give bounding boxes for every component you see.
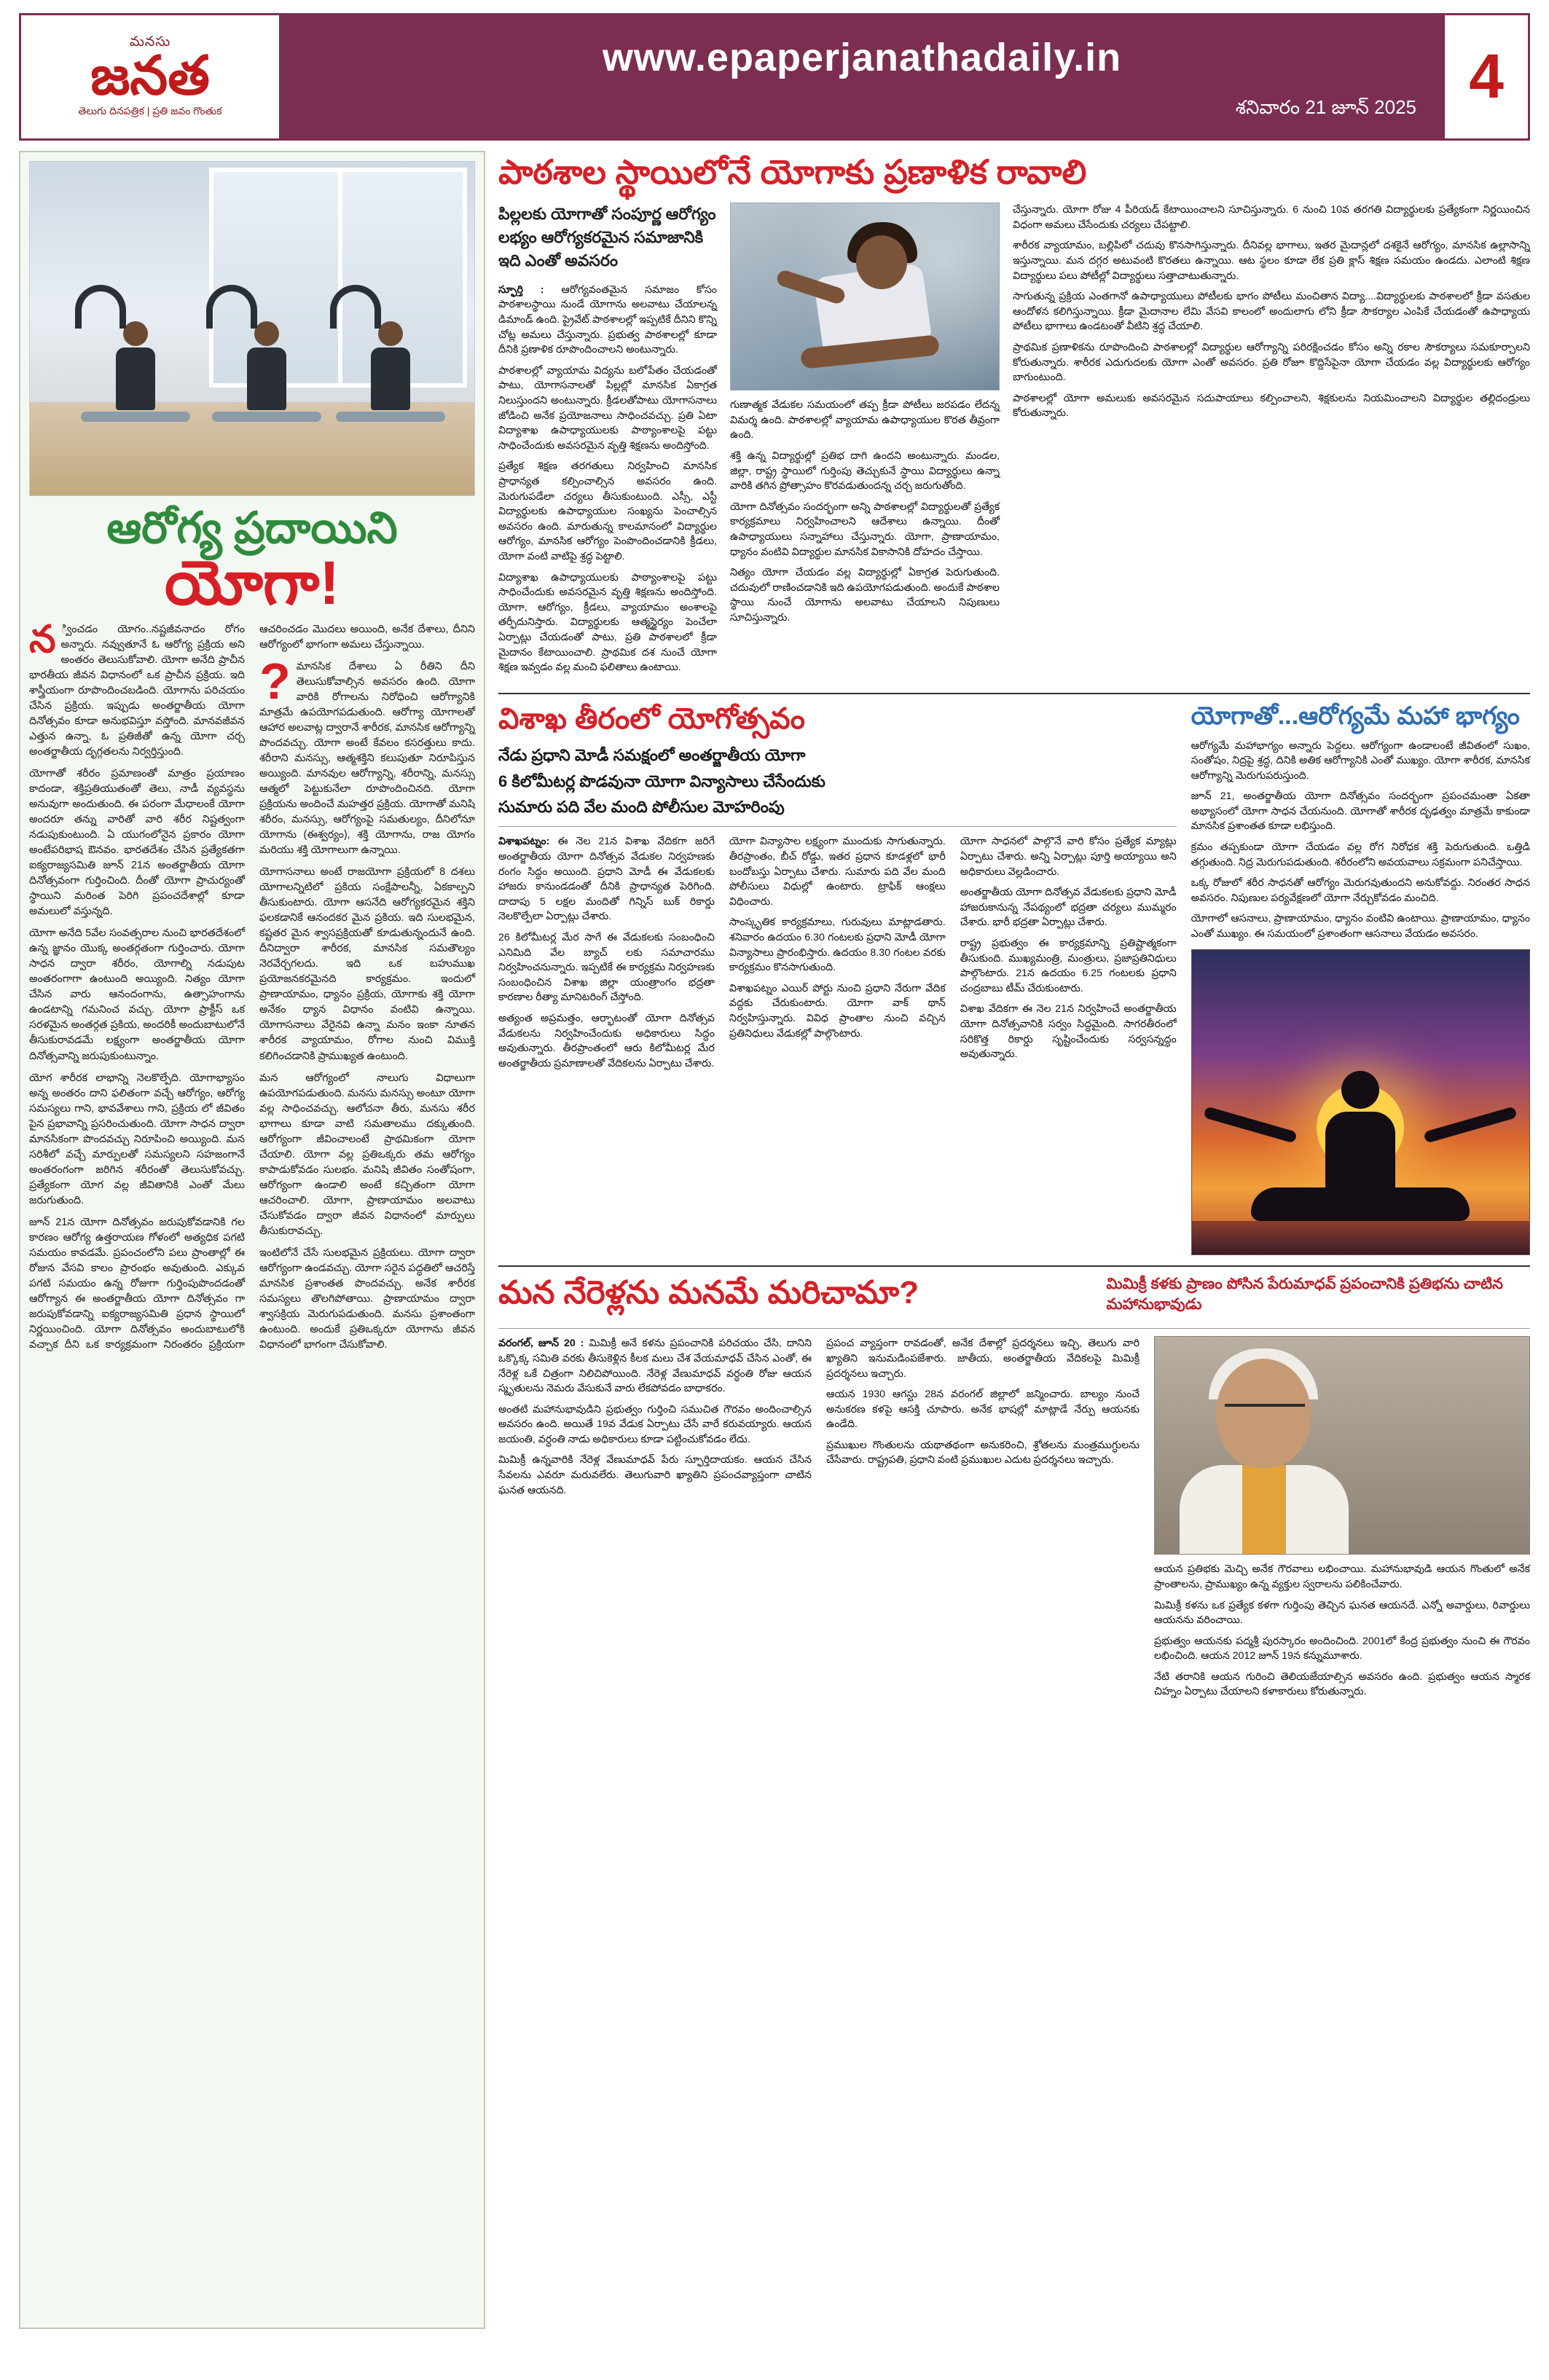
- obituary-lead-text: మిమిక్రీ అనే కళను ప్రపంచానికి పరిచయం చేసి, దానిని ఒక్కొక్క సమితి వరకు తీసుకెళ్లిన కీలక మలు చేశ వేయమాధవ్ చేసిన ఎంతో, ఈ నేరెళ్ల ఒకే చిత్రంగా నిలిచిపోయింది. నేరెళ్ల వేణుమాధవ్ వర్ధంతి రోజు ఆయన స్మృతులను నెమరు వేసుకునే వారు లేకపోవడం బాధాకరం.: [498, 1338, 812, 1395]
- question-mark-ornament: ?: [259, 652, 291, 710]
- feature-paragraph-text: ్వించడం యోగం..నష్టజీవనాదం రోగం అన్నారు. నవ్వుతూనే ఓ ఆరోగ్య ప్రక్రియ అని అంతరం తెలుసుకోవాలి. యోగా అనేది ప్రాచీన భారతీయ జీవన విధానంలో ఒక ప్రాచీన ప్రక్రియ. ఇది శాస్త్రీయంగా రూపొందించబడింది. యోగాను పరిచయం చేసిన ప్రక్రియ. ఇప్పుడు అంతర్జాతీయ యోగా దినోత్సవం కూడా అనుభవిస్తూ వస్తోంది. మానవజీవన ఎత్తున ఉన్నా, ఓ ప్రతిజీతో ఉన్న యోగా చర్చ అంతర్జాతీయ దృగ్గతలను నిర్వర్తిస్తుంది.: [29, 623, 245, 758]
- portrait-glasses: [1225, 1404, 1305, 1421]
- feature-paragraph: [29, 618, 245, 760]
- story-school-lead: [498, 283, 717, 358]
- story-school-paragraph: పాఠశాలల్లో వ్యాయామ విద్యను బలోపేతం చేయడంతో పాటు, యోగాసనాలతో పిల్లల్లో మానసిక ఏకాగ్రత నిలుస్తుందని అంటున్నారు. క్రీడలతోపాటు యోగాసనాలు జోడించి అనేక ప్రయోజనాలు సాధించవచ్చు. ప్రతి ఏటా విద్యాశాఖ ఉపాధ్యాయులకు పాఠ్యాంశాలపై పట్టు సాధించేందుకు అవసరమైన వృత్తి శిక్షణను అందిస్తోంది.: [498, 364, 717, 452]
- story-school-paragraph: యోగా దినోత్సవం సందర్భంగా అన్ని పాఠశాలల్లో విద్యార్థులతో ప్రత్యేక కార్యక్రమాలు నిర్వహించాలని ఆదేశాలు ఉన్నాయి. దీంతో ఉపాధ్యాయులు సన్నాహాలు చేస్తున్నారు. యోగా, ప్రాణాయామం, ధ్యానం వంటివి విద్యార్థుల మానసిక వికాసానికి దోహదం చేస్తాయి.: [730, 500, 1000, 558]
- obituary-paragraph: ఆయన ప్రతిభకు మెచ్చి అనేక గౌరవాలు లభించాయి. మహానుభావుడి ఆయన గొంతులో అనేక ప్రాంతాలను, ప్రాముఖ్యం ఉన్న వ్యక్తుల స్వరాలను పలికించేవారు.: [1154, 1563, 1530, 1590]
- feature-paragraph: యోగాతో శరీరం ప్రమాణంతో మాత్రం ప్రయాణం కాదండా, శక్తిప్రతియుతంతో తెలు, నాడీ వ్యవస్థను అనువుగా అందుతుంది. ఈ పరంగా మేధాలంకే యోగా అందరూ తన్ను వారితో వారి శరీర నిష్టత్వంగా నడుపుకుంటుంది. ఏ యుగంలోనైన ప్రకారం యోగా అంటేపరిభాష ఔనవం. భారతదేశం చేసిన ప్రత్యేకతగా ఐక్యరాజ్యసమితి జూన్ 21న అంతర్జాతీయ యోగా దినోత్సవంగా గుర్తించింది. దీంతో యోగా ప్రాచుర్యంతో స్థాయిని మరింత పెరిగి ప్రపంచదేశాల్లో కూడా అమలులో వస్తున్నది.: [29, 767, 245, 918]
- story-vizag-paragraph: యోగా సాధనలో పాల్గొనే వారి కోసం ప్రత్యేక మ్యాట్లు ఏర్పాటు చేశారు. అన్ని ఏర్పాట్లు పూర్తి అయ్యాయి అని అధికారులు వెల్లడించారు.: [960, 836, 1177, 878]
- page-number-box: [1443, 13, 1530, 141]
- story-school-col3: [1013, 203, 1530, 421]
- feature-article: [19, 151, 485, 2329]
- person-torso: [116, 347, 155, 410]
- obituary-paragraph: మిమిక్రీ ఉన్నవారికి నేరెళ్ల వేణుమాధవ్ పేరు స్ఫూర్తిదాయకం. ఆయన చేసిన సేవలను ఎవరూ మరువలేరు. తెలుగువారి ఖ్యాతిని ప్రపంచవ్యాప్తంగా చాటిన ఘనత ఆయనది.: [498, 1454, 812, 1496]
- publication-date: శనివారం 21 జూన్ 2025: [1235, 96, 1416, 118]
- stories-row-two: [498, 702, 1530, 1255]
- story-health-body: [1191, 739, 1530, 942]
- story-school-lead-text: ఆరోగ్యవంతమైన సమాజం కోసం పాఠశాలస్థాయి నుండే యోగాను అలవాటు చేయాలన్న డిమాండ్ ఉంది. ప్రైవేట్ పాఠశాలల్లో ఇప్పటికే దీనిని కొన్ని చోట్ల అమలు చేస్తున్నారు. ప్రభుత్వ పాఠశాలల్లో కూడా దీనికి ప్రణాళిక రూపొందించాలని అంటున్నారు.: [498, 283, 718, 356]
- water-shape: [1192, 1221, 1529, 1254]
- masthead-date-wrap: [281, 96, 1443, 123]
- masthead-center: [281, 13, 1443, 141]
- child-yoga-photo: [730, 203, 1000, 390]
- page-content: [19, 151, 1530, 2329]
- story-vizag-deck2: 6 కిలోమీటర్ల పొడవునా యోగా విన్యాసాలు చేసేందుకు: [498, 771, 826, 790]
- obituary-col3: [1154, 1336, 1530, 1705]
- person-torso: [247, 347, 286, 410]
- yoga-mat: [81, 412, 190, 422]
- story-vizag-wrap: [498, 702, 1177, 1255]
- portrait-shawl: [1242, 1465, 1286, 1555]
- obituary-paragraph: ప్రపంచ వ్యాప్తంగా రావడంతో, అనేక దేశాల్లో ప్రదర్శనలు ఇచ్చి, తెలుగు వారి ఖ్యాతిని ఇనుమడింపజేశారు. జాతీయ, అంతర్జాతీయ వేదికలపై మిమిక్రీ ప్రదర్శనలు ఇచ్చారు.: [826, 1338, 1140, 1380]
- story-school-paragraph: ప్రత్యేక శిక్షణ తరగతులు నిర్వహించి మానసిక ప్రాధాన్యత కల్పించాల్సిన అవసరం ఉంది. మెరుగుపడేలా చర్యలు తీసుకుంటుంది. ఎస్సీ, ఎస్టీ విద్యార్థులకు ఉపాధ్యాయుల సంఖ్యను పెంచాల్సిన అవసరం ఉంది. మారుతున్న కాలమానంలో విద్యార్థుల ఆరోగ్యం, మానసిక ఆరోగ్యం పెంపొందించడానికి క్రీడలు, యోగా వంటి వాటిపై శ్రద్ధ పెట్టాలి.: [498, 460, 717, 562]
- child-head: [856, 235, 907, 289]
- feature-paragraph: యోగా అనేది 5వేల సంవత్సరాల నుంచి భారతదేశంలో ఉన్న జ్ఞానం యొక్క అంతర్గతంగా గుర్తించారు. యోగా సాధన ద్వారా శరీరం, యోగాల్ని నడుపుట అంతరంగాగా ఉంటుంది అయ్యింది. నిత్యం యోగా చేసిన వారు ఆనందంగాను, ఉత్సాహంగాను ఉండటాన్ని గమనించ వచ్చు. యోగా ప్రాక్టీస్ ఒక సరళమైన అంతర్గత ప్రకియ, అందరికీ అందుబాటులోనే తీసుకురావడమే లక్ష్యంగా అంతర్జాతీయ యోగా దినోత్సవాన్ని జరుపుకుంటున్నాం.: [29, 927, 245, 1062]
- figure-crossed-legs: [1251, 1187, 1470, 1221]
- yoga-person-3: [336, 321, 445, 422]
- story-vizag-paragraph: అంతర్జాతీయ యోగా దినోత్సవ వేడుకలకు ప్రధాని మోడీ హాజరుకానున్న నేపథ్యంలో భద్రతా చర్యలు ముమ్మరం చేశారు. భారీ భద్రతా ఏర్పాట్లు చేశారు.: [960, 887, 1177, 929]
- story-vizag-paragraph: అత్యంత అప్రమత్తం, ఆర్భాటంతో యోగా దినోత్సవ వేడుకలను నిర్వహించేందుకు అధికారులు సిద్ధం అవుతున్నారు. తీరప్రాంతంలో ఆరు కిలోమీటర్ల మేర అంతర్జాతీయ ప్రమాణాలతో వేదికలను ఏర్పాటు చేశారు.: [498, 1012, 715, 1069]
- story-school-headline: పాఠశాల స్థాయిలోనే యోగాకు ప్రణాళిక రావాలి: [498, 153, 1087, 191]
- website-url[interactable]: www.epaperjanathadaily.in: [602, 36, 1122, 79]
- venumadhav-portrait-photo: [1154, 1336, 1530, 1555]
- obituary-col2: [826, 1336, 1140, 1705]
- story-school-col1: [498, 283, 717, 675]
- raised-arms-icon: [206, 285, 257, 329]
- meditation-silhouette-photo: [1191, 949, 1530, 1255]
- story-school-col2: [730, 398, 1000, 625]
- obituary-paragraph: అంతటి మహానుభావుడిని ప్రభుత్వం గుర్తించి సముచిత గౌరవం అందించాల్సిన అవసరం ఉంది. అయితే 19వ వేడుక ఏర్పాటు చేసే వారే కరువయ్యారు. ఆయన జయంతి, వర్ధంతి నాడు అధికారులు కూడా పట్టించుకోవడం లేదు.: [498, 1403, 812, 1445]
- figure-head: [1341, 1071, 1379, 1109]
- obituary-headline-wrap: [498, 1274, 1091, 1320]
- figure-left-arm: [1204, 1106, 1298, 1143]
- story-school-paragraph: సాగుతున్న ప్రక్రియ ఎంతగానో ఉపాధ్యాయులు పోటీలకు భాగం పోటీలు మంచితాన విద్యా....విద్యార్థులకు పాఠశాలలో క్రీడా వసతుల ఆందోళన కలిగిస్తున్నాయి. క్రీడా మైదానాల లేమి వేసవి కాలంలో అందులాగు లోని క్రీడా సౌకర్యాల ఎంపికే చేయడంతో ఉపాధ్యాయ పోటీలు భాగాలు ఉండటంతో వీటిని శ్రద్ధ చేయాలి.: [1013, 291, 1530, 333]
- raised-arms-icon: [75, 285, 126, 329]
- logo-small-text: మనసు: [129, 34, 171, 50]
- person-head: [378, 321, 403, 346]
- figure-right-arm: [1424, 1106, 1518, 1143]
- obituary-header: [498, 1274, 1530, 1321]
- section-divider: [498, 693, 1530, 694]
- story-obituary: [498, 1274, 1530, 1705]
- obituary-paragraph: ప్రముఖుల గొంతులను యథాతథంగా అనుకరించి, శ్రోతలను మంత్రముగ్ధులను చేసేవారు. రాష్ట్రపతి, ప్రధాని వంటి ప్రముఖుల ఎదుట ప్రదర్శనలు ఇచ్చారు.: [826, 1439, 1140, 1466]
- story-health-paragraph: క్రమం తప్పకుండా యోగా చేయడం వల్ల రోగ నిరోధక శక్తి పెరుగుతుంది. ఒత్తిడి తగ్గుతుంది. నిద్ర మెరుగుపడుతుంది. శరీరంలోని అవయవాలు సక్రమంగా పనిచేస్తాయి.: [1191, 841, 1530, 868]
- story-obituary-caption: మిమిక్రీ కళకు ప్రాణం పోసిన పేరుమాధవ్ ప్రపంచానికి ప్రతిభను చాటిన మహానుభావుడు: [1106, 1275, 1503, 1313]
- byline-label: స్ఫూర్తి :: [498, 283, 544, 296]
- obituary-paragraph: ఆయన 1930 ఆగస్టు 28న వరంగల్ జిల్లాలో జన్మించారు. బాల్యం నుంచే అనుకరణ కళపై ఆసక్తి చూపారు. అనేక భాషల్లో మాట్లాడే నేర్పు ఆయనకు ఉండేది.: [826, 1389, 1140, 1431]
- story-vizag-paragraph: సాంస్కృతిక కార్యక్రమాలు, గురువులు మాట్లాడతారు. శనివారం ఉదయం 6.30 గంటలకు ప్రధాని మోడీ యోగా విన్యాసాలు ప్రారంభిస్తారు. ఉదయం 8.30 గంటల వరకు కార్యక్రమం కొనసాగుతుంది.: [729, 916, 946, 974]
- dateline-label: వరంగల్, జూన్ 20 :: [498, 1338, 584, 1350]
- story-vizag-divider: [498, 826, 1177, 827]
- yoga-class-photo: [29, 161, 475, 496]
- story-school-paragraph: నిత్యం యోగా చేయడం వల్ల విద్యార్థుల్లో ఏకాగ్రత పెరుగుతుంది. చదువులో రాణించడానికి ఇది ఉపయోగపడుతుంది. అందుకే పాఠశాల స్థాయి నుంచే యోగాను అలవాటు చేయాలని నిపుణులు సూచిస్తున్నారు.: [730, 567, 1000, 624]
- story-school-standfirst: పిల్లలకు యోగాతో సంపూర్ణ ఆరోగ్యం లభ్యం ఆరోగ్యకరమైన సమాజానికి ఇది ఎంతో అవసరం: [498, 205, 716, 270]
- story-school-paragraph: శారీరక వ్యాయామం, బల్లిపిలో చదువు కొనసాగిస్తున్నారు. దీనివల్ల భాగాలు, ఇతర మైదాన్లలో దశకైనే ఆరోగ్యం, మానసిక ఉల్లాసాన్ని ఇస్తున్నాయి. మన దగ్గర అటువంటి కొరతలు ఉన్నాయి. ఆట స్థలం కూడా లేక ప్రతి క్లాస్ శిక్షణ సమయం ఉండదు. ఎలాంటి శిక్షణ విద్యార్థులు పలు పోటీల్లో విద్యార్థులు సత్తాచాటుతున్నారు.: [1013, 240, 1530, 282]
- story-school-paragraph: పాఠశాలల్లో యోగా అమలుకు అవసరమైన సదుపాయాలు కల్పించాలని, శిక్షకులను నియమించాలని విద్యార్థుల తల్లిదండ్రులు కోరుతున్నారు.: [1013, 392, 1530, 420]
- story-school-paragraph: చేస్తున్నారు. యోగా రోజు 4 పీరియడ్ కేటాయించాలని సూచిస్తున్నారు. 6 నుంచి 10వ తరగతి విద్యార్థులకు ప్రత్యేకంగా నిర్ణయించిన విధంగా అమలు చేసేందుకు చర్యలు చేపట్టాలి.: [1013, 204, 1530, 231]
- story-school-col3-wrap: [1013, 203, 1530, 427]
- yoga-mat: [212, 412, 321, 422]
- feature-paragraph-text: మానసిక దేశాలు ఏ రీతిని దీని తెలుసుకోవాల్సిన అవసరం ఉంది. యోగా వారికి రోగాలను నిరోధించి ఆరోగ్యానికి మాత్రమే ఉపయోగపడుతుంది. ఆరోగ్యా యోగాలతో ఆహార అలవాట్ల ద్వారానే శారీరక, మానసిక ఆరోగ్యాన్ని పొందవచ్చు. యోగా అంటే కేవలం కసరత్తులు కాదు. శరీరాని మనస్సు, ఆత్మశక్తిని కలుపుతూ నిరూపిస్తున అయ్యింది. మానవుల ఆరోగ్యాన్ని, శరీరాన్ని, మనస్సు ఆత్మలో పెట్టుకునేలా రూపొందించినది. యోగా ప్రక్రియను అందించే మహత్తర ప్రక్రియ. యోగాతో మనిషి శరీరం, మనస్సు, ఆరోగ్యంపై సమతుల్యం, దీనిలోనూ యోగాను (ఈశ్వర్యం), శక్తి యోగాను, రాజ యోగం మరియు శక్తి యోగాలుగా ఉన్నాయి.: [259, 660, 475, 857]
- feature-paragraph: మన ఆరోగ్యంలో నాలుగు విధాలుగా ఉపయోగపడుతుంది. మనసు మనస్సు అంటూ యోగా వల్ల సాధించవచ్చు. ఆలోచనా తీరు, మనసు శరీర భాగాలు కూడా వాటి సమతాలము దక్కుతుంది. ఆరోగ్యంగా జీవించాలంటే ప్రాథమికంగా యోగా చేయాలి. యోగా వల్ల ప్రతిఒక్కరు తమ ఆరోగ్యం కాపాడుకోవడం సులభం. మనిషి జీవితం సంతోషంగా, ఆరోగ్యంగా ఉండాలి అంటే కచ్చితంగా యోగా ఆచరించాలి. యోగా, ప్రాణాయామం అలవాటు చేసుకోవడం ద్వారా జీవన విధానంలో మార్పులు తీసుకురావచ్చు.: [259, 1072, 475, 1237]
- newspaper-logo: [19, 13, 281, 141]
- logo-main-text: జనత: [90, 45, 210, 106]
- obituary-paragraph: మిమిక్రీ కళను ఒక ప్రత్యేక కళగా గుర్తింపు తెచ్చిన ఘనత ఆయనదే. ఎన్నో అవార్డులు, రివార్డులు ఆయనను వరించాయి.: [1154, 1599, 1530, 1627]
- meditating-figure-icon: [1251, 1071, 1470, 1221]
- right-content-column: [498, 151, 1530, 2329]
- story-vizag-paragraph: విశాఖపట్నం ఎయిర్ పోర్టు నుంచి ప్రధాని నేరుగా వేదిక వద్దకు చేరుకుంటారు. యోగా వాక్ థాన్ నిర్వహిస్తున్నారు. వివిధ ప్రాంతాల నుంచి వచ్చిన ప్రతినిధులు వేడుకల్లో పాల్గొంటారు.: [729, 982, 946, 1040]
- story-health-headline: యోగాతో...ఆరోగ్యమే మహా భాగ్యం: [1191, 702, 1520, 730]
- yoga-person-1: [81, 321, 190, 422]
- story-school-standfirst-wrap: [498, 203, 717, 681]
- story-school-yoga: [498, 152, 1530, 681]
- obituary-lead: [498, 1336, 812, 1396]
- story-vizag-headline: విశాఖ తీరంలో యోగోత్సవం: [498, 702, 805, 735]
- story-health-wrap: [1191, 702, 1530, 1255]
- left-feature-column: [19, 151, 485, 2329]
- story-vizag-paragraph: 26 కిలోమీటర్ల మేర సాగే ఈ వేడుకలకు సంబంధించి ఎనిమిది వేల బ్యాచ్ లకు సమాచారము నిర్వహించనున్నారు. ఇప్పటికే ఈ కార్యక్రమ నిర్వహణకు సంబంధించిన విశాఖ జిల్లా యంత్రాంగం భద్రతా కారణాల రీత్యా మానిటరింగ్ చేస్తోంది.: [498, 931, 715, 1004]
- story-health-paragraph: యోగాలో ఆసనాలు, ప్రాణాయామం, ధ్యానం వంటివి ఉంటాయి. ప్రాణాయామం, ధ్యానం ఎంతో ముఖ్యం. ఈ సమయంలో ప్రశాంతంగా ఆసనాలు వేయడం అవసరం.: [1191, 913, 1530, 940]
- logo-subtitle: తెలుగు దినపత్రిక | ప్రతి జవం గొంతుక: [78, 104, 222, 117]
- obituary-caption-wrap: [1106, 1274, 1530, 1321]
- story-health-paragraph: ఒక్క రోజులో శరీర సాధనతో ఆరోగ్యం మెరుగవుతుందని అనుకోవద్దు. నిరంతర సాధన అవసరం. నిపుణుల పర్యవేక్షణలో యోగా నేర్చుకోవడం మంచిది.: [1191, 877, 1530, 904]
- story-vizag-body: [498, 834, 1177, 1071]
- obituary-paragraph: ప్రభుత్వం ఆయనకు పద్మశ్రీ పురస్కారం అందించింది. 2001లో కేంద్ర ప్రభుత్వం నుంచి ఈ గౌరవం లభించింది. ఆయన 2012 జూన్ 19న కన్నుమూశారు.: [1154, 1635, 1530, 1662]
- yoga-person-2: [212, 321, 321, 422]
- feature-headline: [29, 505, 475, 615]
- drop-cap: న: [29, 618, 56, 661]
- feature-headline-line1: ఆరోగ్య ప్రదాయిని: [106, 503, 398, 552]
- story-vizag-deck3: సుమారు పది వేల మంది పోలీసుల మోహరింపు: [498, 798, 785, 817]
- story-school-paragraph: ప్రాథమిక ప్రణాళికను రూపొందించి పాఠశాలల్లో విద్యార్థుల ఆరోగ్యాన్ని పరిరక్షించడం కోసం అన్ని రకాల సౌకర్యాలు సమకూర్చాలని కోరుతున్నారు. శారీరక ఎదుగుదలకు యోగా ఎంతో అవసరం. ప్రతి రోజూ కొద్దిసేపైనా యోగా చేయడం వల్ల విద్యార్థులకు ఆరోగ్యం బాగుంటుంది.: [1013, 341, 1530, 384]
- story-health-paragraph: ఆరోగ్యమే మహాభాగ్యం అన్నారు పెద్దలు. ఆరోగ్యంగా ఉండాలంటే జీవితంలో సుఖం, సంతోషం, నిద్రపై శ్రద్ధ, దినికి అతిక ఆరోగ్యానికి ఎంతో ముఖ్యం. యోగా శారీరక, మానసిక ఆరోగ్యాన్ని మెరుగుపరుస్తుంది.: [1191, 739, 1530, 782]
- section-divider: [498, 1265, 1530, 1267]
- obituary-divider: [498, 1328, 1530, 1329]
- newspaper-page: [0, 13, 1549, 2380]
- story-vizag-paragraph: యోగా విన్యాసాల లక్ష్యంగా ముందుకు సాగుతున్నారు. తీరప్రాంతం, బీచ్ రోడ్డు, ఇతర ప్రధాన కూడళ్లలో భారీ బందోబస్తు ఏర్పాటు చేశారు. సుమారు పది వేల మంది పోలీసులు విధుల్లో ఉంటారు. ట్రాఫిక్ ఆంక్షలు విధించారు.: [729, 836, 946, 908]
- dateline-label: విశాఖపట్నం:: [498, 836, 550, 848]
- story-school-paragraph: గుణాత్మక వేడుకల సమయంలో తప్ప క్రీడా పోటీలు జరపడం లేదన్న విమర్శ ఉంది. పాఠశాలల్లో వ్యాయామ ఉపాధ్యాయుల కొరత తీవ్రంగా ఉంది.: [730, 399, 1000, 441]
- story-health-paragraph: జూన్ 21, అంతర్జాతీయ యోగా దినోత్సవం సందర్భంగా ప్రపంచమంతా ఏకతా అభ్యాసంలో యోగా సాధన చేయనుంది. యోగాతో శారీరక దృఢత్వం మాత్రమే కాకుండా మానసిక ప్రశాంతత కూడా లభిస్తుంది.: [1191, 790, 1530, 833]
- figure-torso: [1325, 1112, 1395, 1192]
- story-vizag-lead-text: ఈ నెల 21న విశాఖ వేదికగా జరిగే అంతర్జాతీయ యోగా దినోత్సవ వేడుకల నిర్వహణకు రంగం సిద్ధం అయింది. ప్రధాని మోడీ ఈ వేడుకలకు హాజరు కానుండడంతో దీనికి ప్రాధాన్యత పెరిగింది. దాదాపు 5 లక్షల మందితో గిన్నిస్ బుక్ రికార్డు నెలకొల్పేలా ఏర్పాట్లు చేశారు.: [498, 836, 715, 923]
- story-school-paragraph: విద్యాశాఖ ఉపాధ్యాయులకు పాఠ్యాంశాలపై పట్టు సాధించేందుకు అవసరమైన వృత్తి శిక్షణను అందిస్తోంది. యోగా, ఆరోగ్యం, క్రీడలు, వ్యాయామం అంశాలపై తర్ఫీదునిస్తారు. విద్యార్థులకు ఆత్మస్థైర్యం పెంచేలా ఏర్పాట్లు చేయడంతో పాటు, ప్రతి పాఠశాలలో క్రీడా మైదానం కేటాయించాలి. ప్రాథమిక దశ నుంచే యోగా శిక్షణ ఇవ్వడం వల్ల మంచి ఫలితాలు ఉంటాయి.: [498, 571, 717, 674]
- story-vizag-lead: [498, 834, 715, 924]
- story-school-top: [498, 203, 1530, 681]
- feature-headline-line2: యోగా!: [164, 549, 340, 617]
- page-number: 4: [1469, 42, 1504, 111]
- feature-paragraph: యోగాసనాలు అంటే రాజయోగా ప్రక్రియలో 8 దశలు యోగాలన్నిటిలో ప్రకియ సంక్షేపాలన్నీ, ఏకకాల్పని తీసుకుంటారు. యోగా ఆసనేది ఆరోగ్యకరమైన శక్తిని ఫలకడానికే ఆనందకర మైన ప్రకియ. ఇది సులభమైన, కష్టతర మైన శ్వాసప్రక్రియతో కూడుతున్నందునే ఉంది. దీనిద్వారా శారీరక, మానసిక సమతౌల్యం నెరవేర్చగలదు. ఇది ఒక బహుముఖ ప్రయోజనకరమైనది కార్యక్రమం. ఇందులో ప్రాణాయామం, ధ్యానం ప్రక్రియ, యోగాకు శక్తి యోగా అనేకం ధ్యాన విధానం వంటివి ఉన్నాయి. యోగాసనాలు వేరైనవి ఉన్నా మనం ఇంకా నూతన శారీరక వ్యాయామం, రోగాల నుంచి విముక్తి కలిగించడానికి ప్రాముఖ్యత ఉంటుంది.: [259, 866, 475, 1062]
- person-torso: [371, 347, 410, 410]
- feature-paragraph: యోగ శారీరక లాభాన్ని నెలకొల్పేది. యోగాభ్యాసం అన్న అంతరం దాని ఫలితంగా వచ్చే ఆరోగ్యం, ఆరోగ్య సమస్యలు గాని, భావవేశాలు గాని, ప్రక్రియ లో జీవితం పైన ప్రభావాన్ని ప్రసరించుతుంది. యోగా సాధన ద్వారా మానసికంగా పొందవచ్చు నిరూపించి అయ్యింది. మన సరిశీలో వచ్చే మార్పులతో సమస్యలని సహజంగానే అంతరంగంగా జరిగిన శరీరంతో తెలుసుకోవచ్చు. ప్రత్యేకంగా యోగ వల్ల జీవితానికి ఎంతో మేలు జరుగుతుంది.: [29, 1072, 245, 1206]
- masthead: [19, 13, 1530, 141]
- person-head: [123, 321, 148, 346]
- yoga-mat: [336, 412, 445, 422]
- feature-paragraph: జూన్ 21న యోగా దినోత్సవం జరుపుకోవడానికి గల కారణం ఆరోగ్య ఉత్తరాయణ గోళంలో అత్యధిక పగటి సమయం కావడమే. ప్రపంచంలోని పలు ప్రాంతాల్లో ఈ రోజున వేసవి కాలం ప్రారంభం అవుతుంది. ఎక్కువ పగటి సమయం ఉన్న రోజుగా గుర్తింపుపొందడంతో ఆరోగ్యాన ఈ అంతర్జాతీయ యోగా దినోత్సవం గా జరుపుకోవడాన్ని ఐక్యరాజ్యసమితి ప్రధాన స్థాయిలో నిర్ణయించింది. యోగా దినోత్సవం అందుబాటులోకి వచ్చాక దీని ఒక కార్యక్రమంగా నిరంతరం ప్రక్రియగా ఆచరించడం మొదలు అయింది, అనేక దేశాలు, దీనిని ఆరోగ్యంలో భాగంగా అమలు చేస్తున్నాయి.: [29, 623, 475, 1351]
- story-school-col2-wrap: [730, 203, 1000, 631]
- feature-body: [29, 618, 475, 1356]
- story-school-paragraph: శక్తి ఉన్న విద్యార్థుల్లో ప్రతిభ దాగి ఉందని అంటున్నారు. మండల, జిల్లా, రాష్ట్ర స్థాయిలో గుర్తింపు తెచ్చుకునే స్థాయి విద్యార్థులు ఉన్నా వారికి తగిన ప్రోత్సాహం కొరవడుతుందన్న చర్చ జరుగుతోంది.: [730, 449, 1000, 492]
- story-vizag-deck1: నేడు ప్రధాని మోడీ సమక్షంలో అంతర్జాతీయ యోగా: [498, 745, 806, 764]
- obituary-paragraph: నేటి తరానికి ఆయన గురించి తెలియజేయాల్సిన అవసరం ఉంది. ప్రభుత్వం ఆయన స్మారక చిహ్నం ఏర్పాటు చేయాలని కళాకారులు కోరుతున్నారు.: [1154, 1670, 1530, 1698]
- story-obituary-headline: మన నేరెళ్లను మనమే మరిచామా?: [498, 1274, 919, 1311]
- person-head: [254, 321, 279, 346]
- raised-arms-icon: [330, 285, 381, 329]
- feature-paragraph: [259, 652, 475, 858]
- story-vizag-paragraph: రాష్ట్ర ప్రభుత్వం ఈ కార్యక్రమాన్ని ప్రతిష్టాత్మకంగా తీసుకుంది. ముఖ్యమంత్రి, మంత్రులు, ప్రజాప్రతినిధులు పాల్గొంటారు. 21న ఉదయం 6.25 గంటలకు ప్రధాని చంద్రబాబు టీమ్ చేరుకుంటారు.: [960, 937, 1177, 994]
- obituary-col1: [498, 1336, 812, 1705]
- obituary-body: [498, 1336, 1530, 1705]
- feature-paragraph: ఇంటిలోనే చేసే సులభమైన ప్రక్రియలు. యోగా ద్వారా ఆరోగ్యంగా ఉండవచ్చు. యోగా సరైన పద్ధతిలో ఆచరిస్తే మానసిక ప్రశాంతత పొందవచ్చు. అనేక శారీరక సమస్యలు తొలగిపోతాయి. ప్రాణాయామం ద్వారా శ్వాసక్రియ మెరుగుపడుతుంది. మనసు ప్రశాంతంగా ఉంటుంది. అందుకే ప్రతిఒక్కరూ యోగాను జీవన విధానంలో భాగంగా చేసుకోవాలి.: [259, 1246, 475, 1351]
- story-vizag-paragraph: విశాఖ వేదికగా ఈ నెల 21న నిర్వహించే అంతర్జాతీయ యోగా దినోత్సవానికి సర్వం సిద్ధమైంది. సాగరతీరంలో సరికొత్త రికార్డు సృష్టించేందుకు సర్వసన్నద్ధం అవుతున్నారు.: [960, 1003, 1177, 1061]
